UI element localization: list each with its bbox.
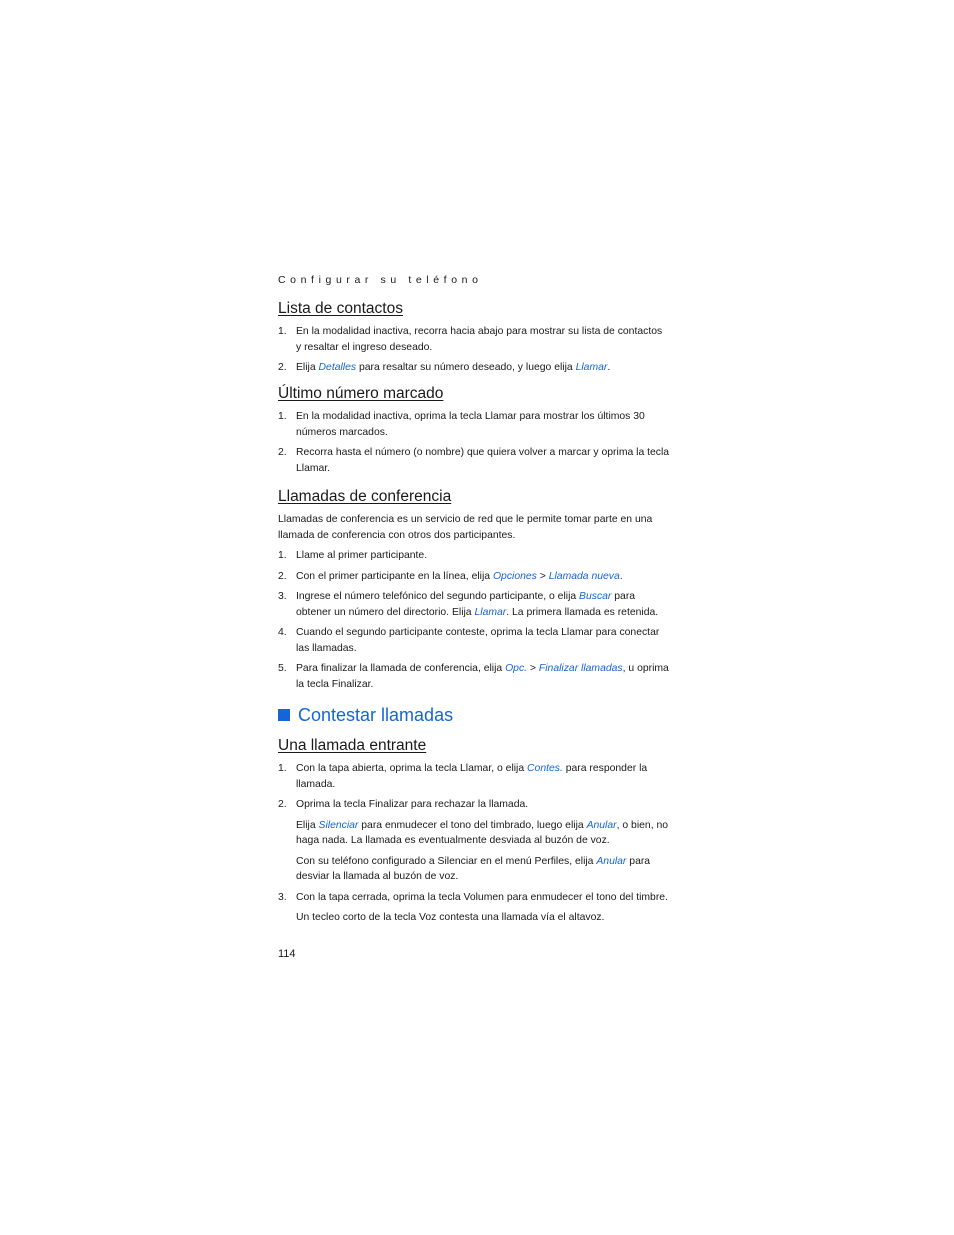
step-text: . La primera llamada es retenida. xyxy=(506,606,659,618)
step-text: para resaltar su número deseado, y luego elija xyxy=(356,362,576,373)
step-text: > xyxy=(536,570,549,582)
step-text: > xyxy=(527,663,539,674)
step-number: 5. xyxy=(278,663,287,674)
menu-keyword: Opciones xyxy=(492,570,537,582)
heading-last-number: Último número marcado xyxy=(278,385,444,402)
page-number: 114 xyxy=(278,948,296,960)
list-item xyxy=(278,445,670,476)
incoming-call-steps xyxy=(278,761,670,926)
section-last-number xyxy=(278,384,670,476)
heading-contact-list: Lista de contactos xyxy=(278,300,403,317)
step-number: 2. xyxy=(278,570,287,582)
menu-keyword: Detalles xyxy=(318,362,357,373)
step-text: Con el primer participante en la línea, elija xyxy=(296,570,493,582)
list-item xyxy=(278,324,670,355)
step-number: 1. xyxy=(278,763,287,774)
step-number: 1. xyxy=(278,326,287,337)
heading-conference: Llamadas de conferencia xyxy=(278,488,452,505)
section-answer-calls xyxy=(278,704,670,926)
step-number: 3. xyxy=(278,591,287,602)
step-text: Oprima la tecla Finalizar para rechazar la llamada. xyxy=(296,799,529,810)
step-text: En la modalidad inactiva, oprima la tecla Llamar para mostrar los últimos 30 números marcados. xyxy=(296,411,645,438)
step-text: Elija xyxy=(296,819,319,831)
step-text: Con la tapa cerrada, oprima la tecla Volumen para enmudecer el tono del timbre. xyxy=(296,891,668,903)
list-item xyxy=(278,661,670,692)
step-note xyxy=(296,818,670,849)
menu-keyword: Anular xyxy=(596,855,627,867)
running-head: Configurar su teléfono xyxy=(278,274,483,286)
step-text: Cuando el segundo participante conteste, oprima la tecla Llamar para conectar las llamadas. xyxy=(296,627,660,654)
list-item xyxy=(278,409,670,440)
menu-keyword: Buscar xyxy=(579,591,612,602)
step-text: Un tecleo corto de la tecla Voz contesta una llamada vía el altavoz. xyxy=(296,912,605,923)
conference-steps xyxy=(278,548,670,692)
step-number: 1. xyxy=(278,550,287,561)
step-text: para responder la llamada. xyxy=(296,763,648,790)
step-text: . xyxy=(619,570,623,582)
list-item xyxy=(278,589,670,620)
step-text: Ingrese el número telefónico del segundo participante, o elija xyxy=(296,591,580,602)
heading-answer-calls xyxy=(278,704,670,726)
step-text: para obtener un número del directorio. Elija xyxy=(296,591,636,618)
list-item xyxy=(278,548,670,564)
step-note xyxy=(296,854,670,885)
menu-keyword: Llamar xyxy=(575,362,608,373)
menu-keyword: Llamar xyxy=(474,606,507,618)
step-text: . xyxy=(607,362,611,373)
list-item xyxy=(278,625,670,656)
step-text: , u oprima la tecla Finalizar. xyxy=(296,663,669,690)
step-text: Recorra hasta el número (o nombre) que quiera volver a marcar y oprima la tecla Llamar. xyxy=(296,447,670,474)
section-contact-list xyxy=(278,299,670,376)
list-item xyxy=(278,890,670,926)
contact-list-steps xyxy=(278,324,670,376)
list-item xyxy=(278,761,670,792)
step-text: para enmudecer el tono del timbrado, luego elija xyxy=(358,819,587,831)
step-text: para desviar la llamada al buzón de voz. xyxy=(296,855,651,882)
step-number: 2. xyxy=(278,362,287,373)
menu-keyword: Anular xyxy=(586,819,617,831)
list-item xyxy=(278,569,670,585)
step-number: 2. xyxy=(278,447,287,458)
menu-keyword: Finalizar llamadas xyxy=(538,663,623,674)
section-marker-square-icon xyxy=(278,709,290,721)
menu-keyword: Contes. xyxy=(527,763,563,774)
step-note xyxy=(296,910,670,926)
list-item xyxy=(278,797,670,885)
list-item xyxy=(278,360,670,376)
step-text: Llame al primer participante. xyxy=(296,550,428,561)
menu-keyword: Silenciar xyxy=(318,819,359,831)
menu-keyword: Llamada nueva xyxy=(548,570,620,582)
step-text: Con su teléfono configurado a Silenciar en el menú Perfiles, elija xyxy=(296,855,597,867)
step-number: 2. xyxy=(278,799,287,810)
step-number: 4. xyxy=(278,627,287,638)
step-text: Para finalizar la llamada de conferencia, elija xyxy=(296,663,506,674)
step-number: 3. xyxy=(278,891,287,903)
section-conference xyxy=(278,487,670,692)
conference-intro: Llamadas de conferencia es un servicio de red que le permite tomar parte en una llamada de conferencia con otros dos participantes. xyxy=(278,514,653,541)
step-text: , o bien, no haga nada. La llamada es eventualmente desviada al buzón de voz. xyxy=(296,819,669,846)
last-number-steps xyxy=(278,409,670,476)
step-text: Elija xyxy=(296,362,319,373)
step-text: Con la tapa abierta, oprima la tecla Llamar, o elija xyxy=(296,763,528,774)
step-text: En la modalidad inactiva, recorra hacia abajo para mostrar su lista de contactos y resaltar el ingreso deseado. xyxy=(296,326,663,353)
heading-incoming-call: Una llamada entrante xyxy=(278,737,427,754)
heading-answer-calls-text: Contestar llamadas xyxy=(298,705,454,725)
menu-keyword: Opc. xyxy=(505,663,528,674)
step-number: 1. xyxy=(278,411,287,422)
